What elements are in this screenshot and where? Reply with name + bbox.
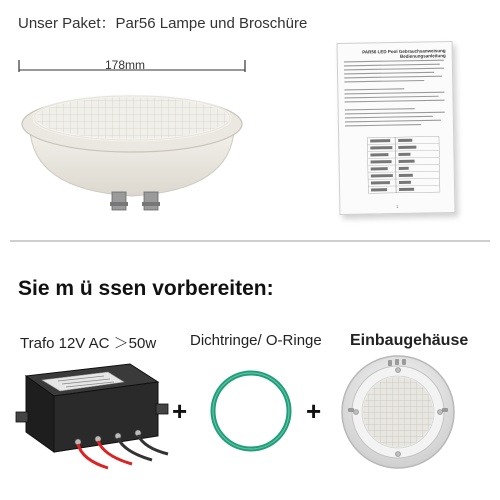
section-divider (10, 240, 490, 242)
trafo-label: Trafo 12V AC ＞50w (20, 335, 157, 352)
booklet-page-number: 1 (396, 203, 399, 210)
dimension-label: 178mm (104, 58, 145, 72)
o-ring-label: Dichtringe/ O-Ringe (190, 332, 322, 349)
o-ring-image (206, 366, 296, 456)
transformer-image (12, 356, 172, 476)
page-title: Unser Paket：Par56 Lampe und Broschüre (18, 15, 308, 32)
booklet-spec-table (367, 136, 440, 193)
housing-image (338, 352, 458, 472)
prepare-heading: Sie m ü ssen vorbereiten: (18, 277, 274, 300)
booklet-text-lines (344, 58, 447, 130)
plus-sign: + (306, 396, 322, 426)
par56-lamp-image (14, 72, 250, 220)
instruction-booklet (337, 41, 456, 215)
plus-sign: + (172, 396, 188, 426)
housing-label: Einbaugehäuse (350, 332, 469, 349)
booklet-heading: PAR56 LED Pool Gebrauchsanweisung Bedienungsanleitung (362, 48, 446, 59)
dimension-line (18, 60, 246, 72)
